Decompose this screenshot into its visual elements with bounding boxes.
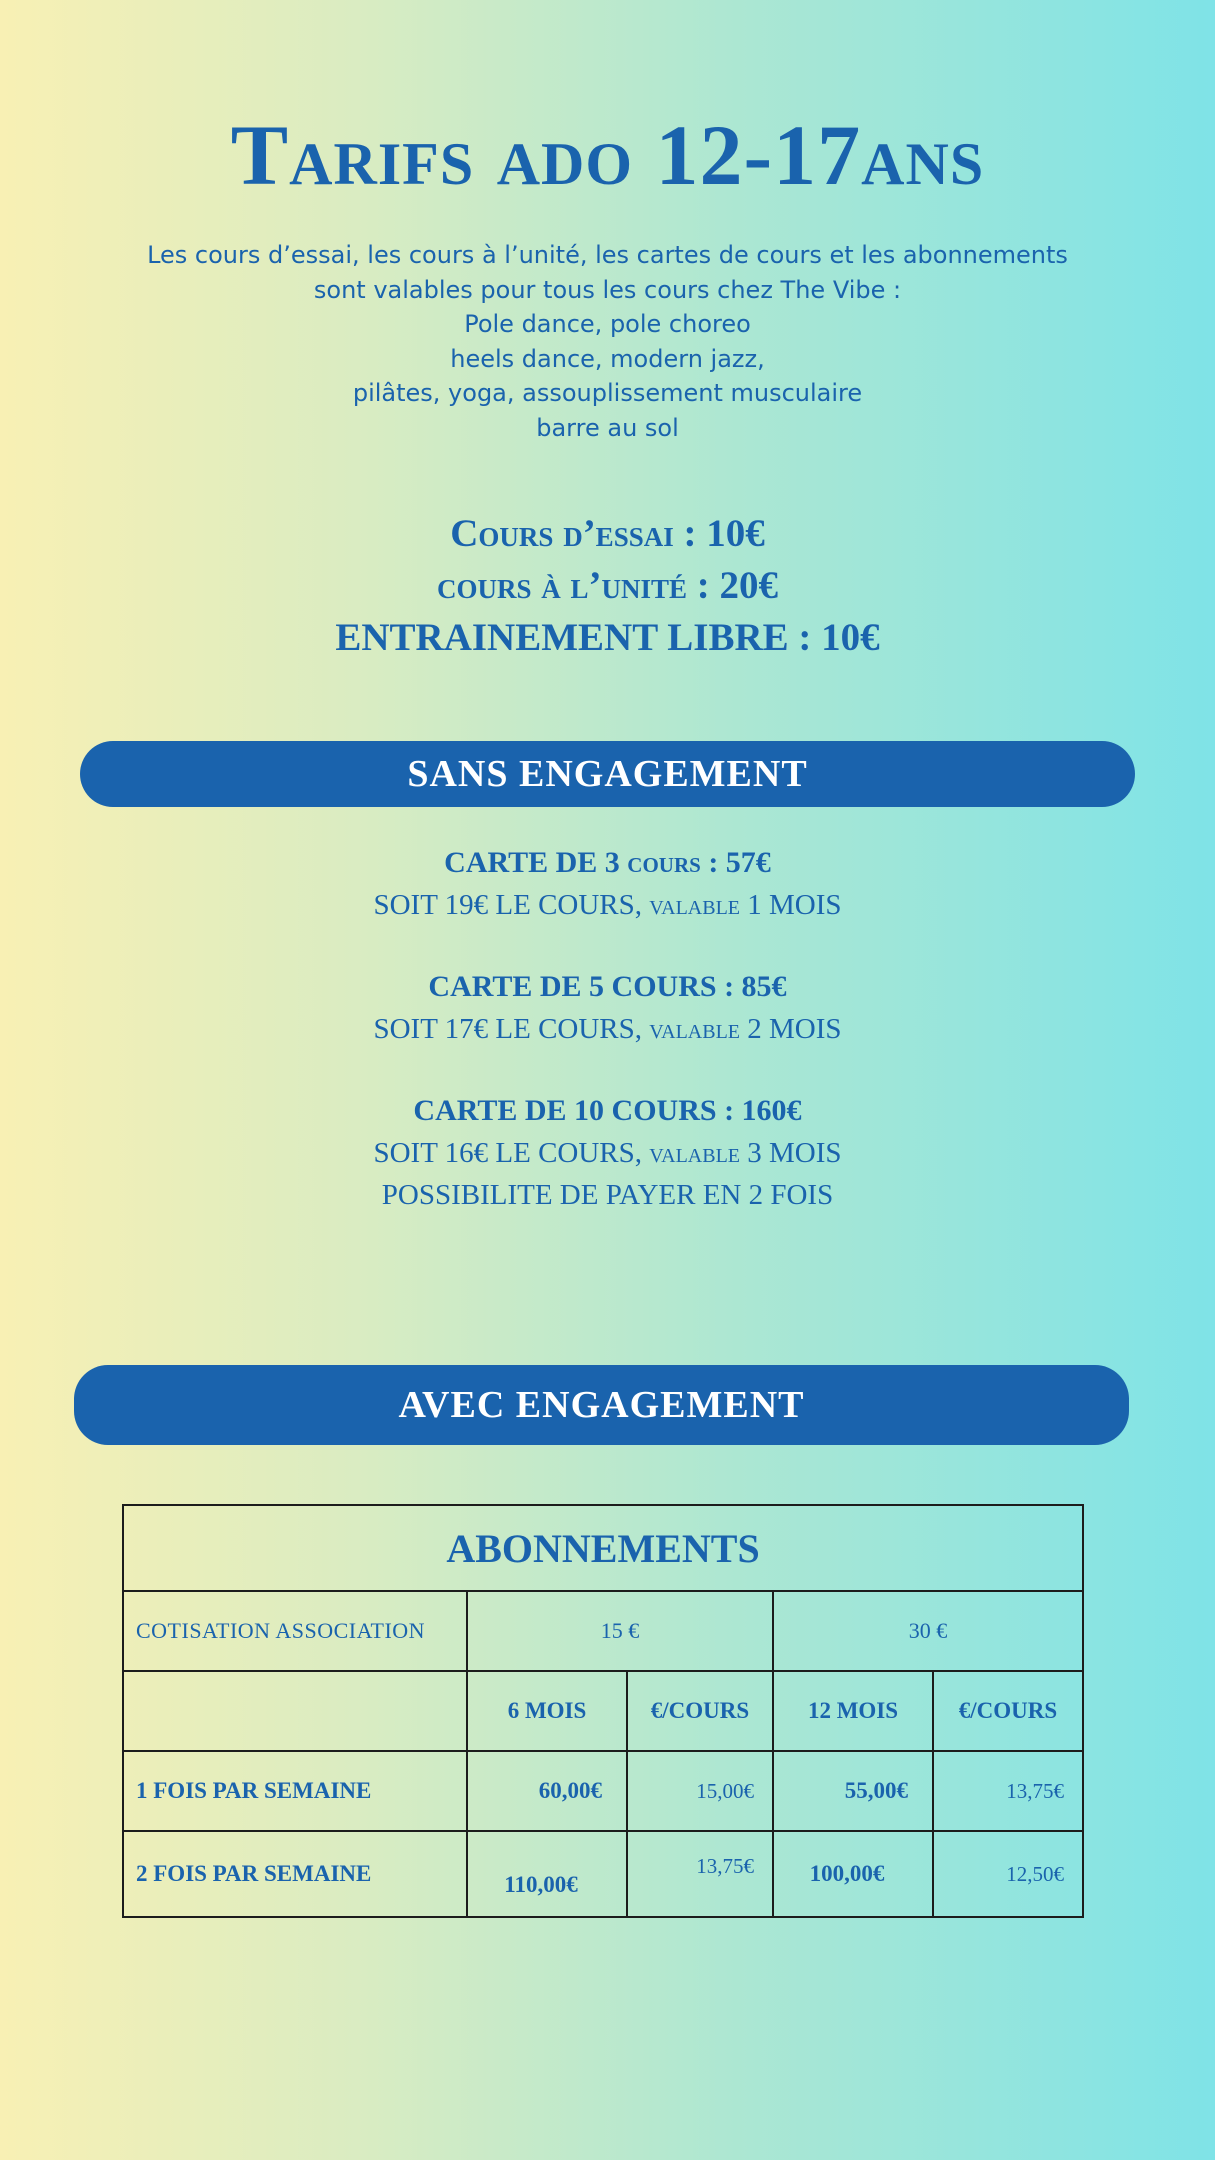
header-6-months: 6 MOIS: [467, 1671, 627, 1751]
header-per-course-6: €/COURS: [627, 1671, 773, 1751]
table-row: [123, 1591, 1083, 1671]
per-course-12-months: 13,75€: [933, 1751, 1083, 1831]
single-prices: [0, 508, 1215, 664]
per-course-12-months: 12,50€: [933, 1831, 1083, 1917]
header-12-months: 12 MOIS: [773, 1671, 933, 1751]
empty-cell: [123, 1671, 467, 1751]
cotisation-12-months: 30 €: [773, 1591, 1083, 1671]
table-row: [123, 1831, 1083, 1917]
avec-engagement-banner: AVEC ENGAGEMENT: [74, 1365, 1129, 1445]
card-10-courses: [0, 1090, 1215, 1216]
card-detail: SOIT 17€ LE COURS, valable 2 MOIS: [373, 1013, 842, 1045]
price-6-months: 110,00€: [467, 1831, 627, 1917]
price-12-months: 55,00€: [773, 1751, 933, 1831]
intro-line: Les cours d’essai, les cours à l’unité, les cartes de cours et les abonnements: [147, 241, 1068, 269]
cotisation-label: COTISATION ASSOCIATION: [123, 1591, 467, 1671]
subscriptions-table: [122, 1504, 1084, 1918]
card-detail: POSSIBILITE DE PAYER EN 2 FOIS: [381, 1179, 834, 1211]
unit-price: cours à l’unité : 20€: [436, 564, 779, 607]
intro-text: [0, 238, 1215, 446]
cotisation-6-months: 15 €: [467, 1591, 773, 1671]
intro-line: heels dance, modern jazz,: [450, 344, 765, 373]
header-per-course-12: €/COURS: [933, 1671, 1083, 1751]
card-title: CARTE DE 3 cours : 57€: [444, 846, 771, 879]
sans-engagement-banner: SANS ENGAGEMENT: [80, 741, 1135, 807]
intro-line: sont valables pour tous les cours chez The Vibe :: [313, 275, 902, 304]
intro-line: barre au sol: [536, 413, 679, 442]
table-header-row: [123, 1671, 1083, 1751]
price-6-months: 60,00€: [467, 1751, 627, 1831]
table-row: [123, 1751, 1083, 1831]
intro-line: pilâtes, yoga, assouplissement musculaire: [352, 379, 863, 408]
per-course-6-months: 13,75€: [627, 1831, 773, 1917]
card-detail: SOIT 19€ LE COURS, valable 1 MOIS: [373, 889, 842, 921]
course-cards: [0, 842, 1215, 1256]
page-title: Tarifs ado 12-17ans: [230, 107, 985, 203]
price-12-months: 100,00€: [773, 1831, 933, 1917]
row-label: 2 FOIS PAR SEMAINE: [123, 1831, 467, 1917]
per-course-6-months: 15,00€: [627, 1751, 773, 1831]
row-label: 1 FOIS PAR SEMAINE: [123, 1751, 467, 1831]
card-3-courses: [0, 842, 1215, 926]
card-title: CARTE DE 10 COURS : 160€: [413, 1094, 802, 1127]
intro-line: Pole dance, pole choreo: [464, 310, 751, 339]
trial-price: Cours d’essai : 10€: [450, 512, 765, 555]
table-title: ABONNEMENTS: [123, 1505, 1083, 1591]
card-detail: SOIT 16€ LE COURS, valable 3 MOIS: [373, 1137, 842, 1169]
card-5-courses: [0, 966, 1215, 1050]
card-title: CARTE DE 5 COURS : 85€: [428, 970, 787, 1003]
free-training-price: ENTRAINEMENT LIBRE : 10€: [335, 616, 880, 659]
